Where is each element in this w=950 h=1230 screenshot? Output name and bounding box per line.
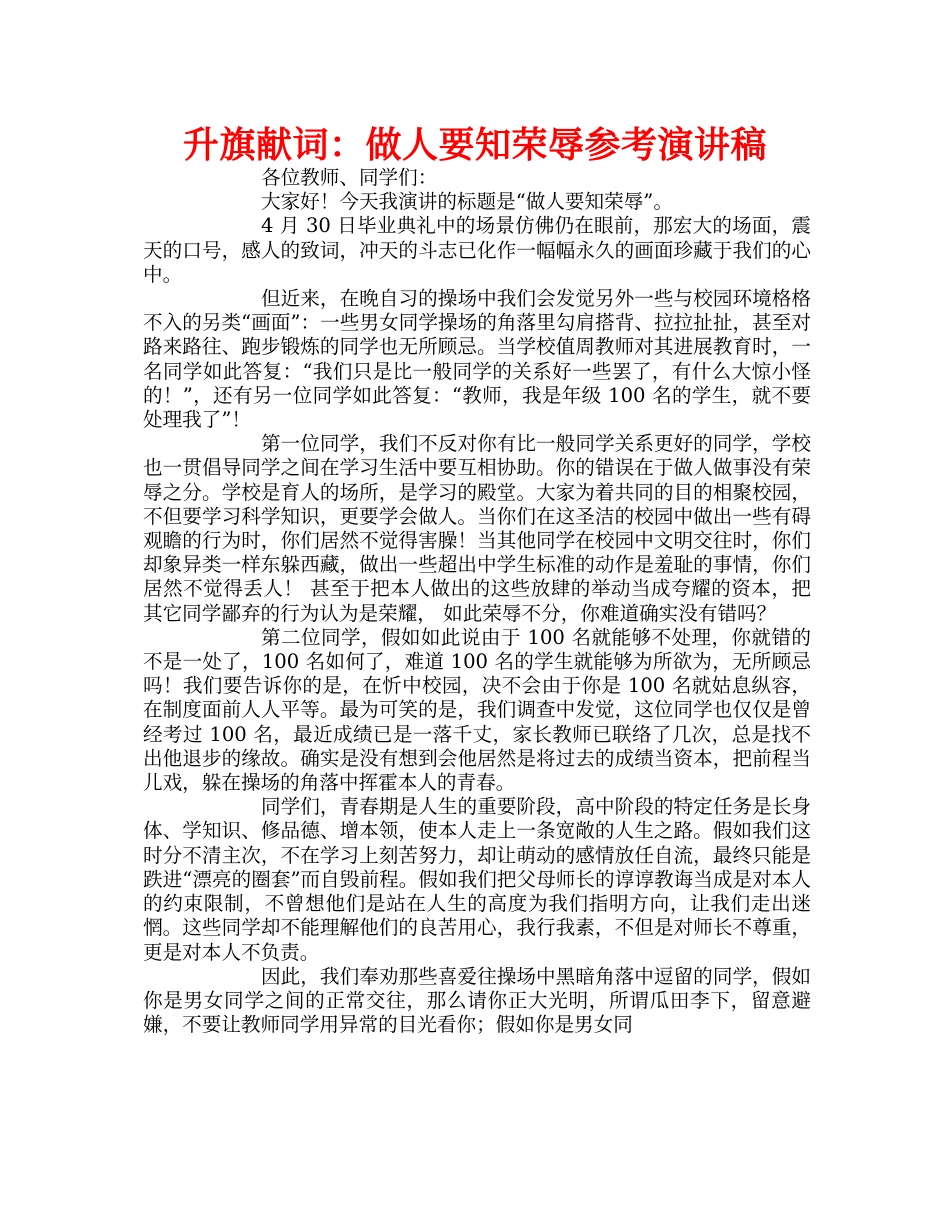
paragraph-first-student: 第一位同学，我们不反对你有比一般同学关系更好的同学，学校也一贯倡导同学之间在学习生活中要互相协助。你的错误在于做人做事没有荣辱之分。学校是育人的场所，是学习的殿堂。大家为着共同的目的相聚校园，不但要学习科学知识，更要学会做人。当你们在这圣洁的校园中做出一些有碍观瞻的行为时，你们居然不觉得害臊！当其他同学在校园中文明交往时，你们却象异类一样东躲西藏，做出一些超出中学生标准的动作是羞耻的事情，你们居然不觉得丢人！ 甚至于把本人做出的这些放肆的举动当成夸耀的资本，把其它同学鄙弃的行为认为是荣耀， 如此荣辱不分，你难道确实没有错吗？ [143,432,811,625]
paragraph-graduation: 4 月 30 日毕业典礼中的场景仿佛仍在眼前，那宏大的场面，震天的口号，感人的致词，冲天的斗志已化作一幅幅永久的画面珍藏于我们的心中。 [143,214,811,286]
paragraph-greeting: 大家好！今天我演讲的标题是“做人要知荣辱”。 [261,190,673,214]
paragraph-recent-scenes: 但近来，在晚自习的操场中我们会发觉另外一些与校园环境格格不入的另类“画面”：一些男女同学操场的角落里勾肩搭背、拉拉扯扯，甚至对路来路往、跑步锻炼的同学也无所顾忌。当学校值周教师对其进展教育时，一名同学如此答复：“我们只是比一般同学的关系好一些罢了，有什么大惊小怪的！”，还有另一位同学如此答复：“教师，我是年级 100 名的学生，就不要处理我了”！ [143,287,811,432]
paragraph-second-student: 第二位同学，假如如此说由于 100 名就能够不处理，你就错的不是一处了，100 名如何了，难道 100 名的学生就能够为所欲为，无所顾忌吗！我们要告诉你的是，在忻中校园，决不会由于你是 100 名就姑息纵容，在制度面前人人平等。最为可笑的是，我们调查中发觉，这位同学也仅仅是曾经考过 100 名，最近成绩已是一落千丈，家长教师已联络了几次，总是找不出他退步的缘故。确实是没有想到会他居然是将过去的成绩当资本，把前程当儿戏，躲在操场的角落中挥霍本人的青春。 [143,625,811,795]
document-title: 升旗献词：做人要知荣辱参考演讲稿 [182,125,767,166]
paragraph-youth: 同学们，青春期是人生的重要阶段，高中阶段的特定任务是长身体、学知识、修品德、增本领，使本人走上一条宽敞的人生之路。假如我们这时分不清主次，不在学习上刻苦努力，却让萌动的感情放任自流，最终只能是跌进“漂亮的圈套”而自毁前程。假如我们把父母师长的谆谆教诲当成是对本人的约束限制，不曾想他们是站在人生的高度为我们指明方向，让我们走出迷惘。这些同学却不能理解他们的良苦用心，我行我素，不但是对师长不尊重，更是对本人不负责。 [143,795,811,964]
paragraph-salutation: 各位教师、同学们： [261,166,438,189]
document-body [143,166,811,1037]
paragraph-advice: 因此，我们奉劝那些喜爱往操场中黑暗角落中逗留的同学，假如你是男女同学之间的正常交往，那么请你正大光明，所谓瓜田李下，留意避嫌，不要让教师同学用异常的目光看你；假如你是男女同 [143,964,811,1037]
